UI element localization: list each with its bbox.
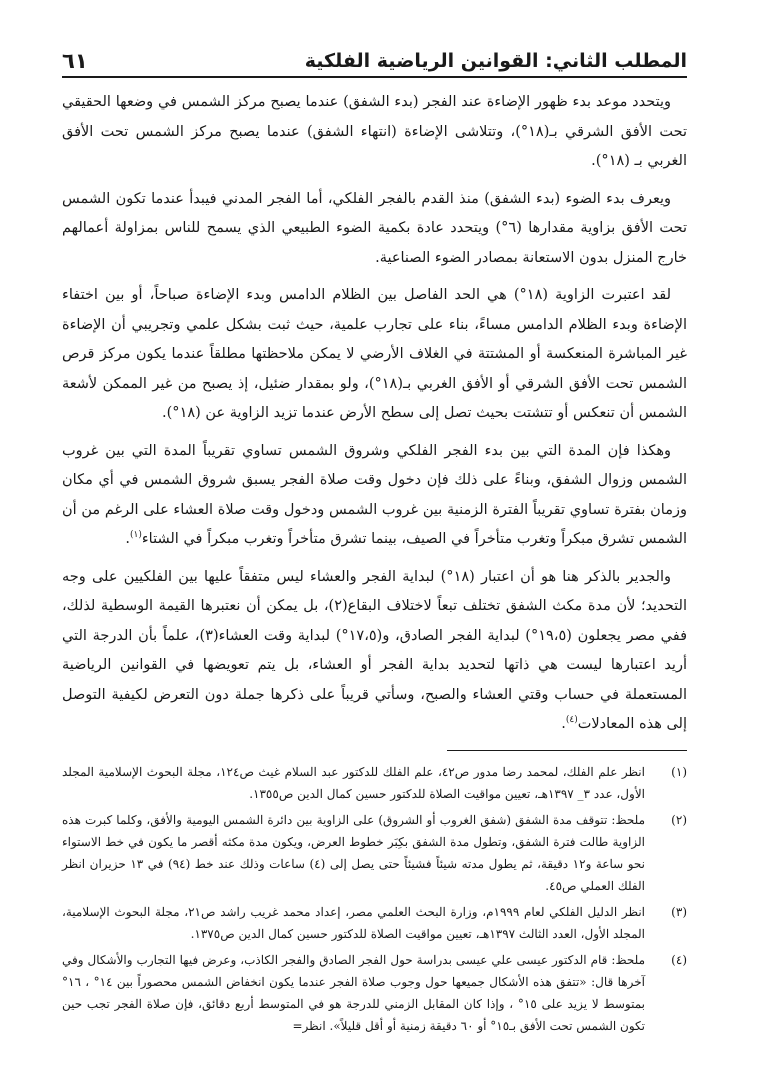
paragraph-text: وهكذا فإن المدة التي بين بدء الفجر الفلكي وشروق الشمس تساوي تقريباً المدة التي بين غروب الشمس وزوال الشفق، وبناءً على ذلك فإن دخول وقت صلاة الفجر يسبق شروق الشمس في أي مكان وزمان بفترة تساوي تقريباً الفترة الزمنية بين غروب الشمس ودخول وقت صلاة العشاء على الرغم من أن الشمس تشرق مبكراً وتغرب متأخراً في الصيف، بينما تشرق متأخراً وتغرب مبكراً في الشتاء <box>62 442 687 547</box>
paragraph-text: لقد اعتبرت الزاوية (١٨°) هي الحد الفاصل بين الظلام الدامس وبدء الإضاءة صباحاً، أو بين اختفاء الإضاءة وبدء الظلام الدامس مساءً، بناء على تجارب علمية، حيث ثبت بشكل علمي وتجريبي أن الإضاءة غير المباشرة المنعكسة أو المشتتة في الغلاف الأرضي لا يمكن ملاحظتها مطلقاً عندما يكون مركز قرص الشمس تحت الأفق الشرقي أو الأفق الغربي بـ(١٨°)، ولو بمقدار ضئيل، إذ يصبح من غير الممكن لأشعة الشمس أن تنعكس أو تتشتت بحيث تصل إلى سطح الأرض عندما تزيد الزاوية عن (١٨°). <box>62 287 687 421</box>
paragraph <box>62 88 687 177</box>
footnote-text: انظر علم الفلك، لمحمد رضا مدور ص٤٢، علم الفلك للدكتور عبد السلام غيث ص١٢٤، مجلة البحوث الإسلامية المجلد الأول، عدد ٣_ ١٣٩٧هـ، تعيين مواقيت الصلاة للدكتور حسين كمال الدين ص١٣٥٥. <box>62 764 645 801</box>
paragraph <box>62 281 687 429</box>
footnote <box>62 761 687 805</box>
book-page <box>62 40 687 1082</box>
paragraph: وهكذا فإن المدة التي بين بدء الفجر الفلكي وشروق الشمس تساوي تقريباً المدة التي بين غروب الشمس وزوال الشفق، وبناءً على ذلك فإن دخول وقت صلاة الفجر يسبق شروق الشمس في أي مكان وزمان بفترة تساوي تقريباً الفترة الزمنية بين غروب الشمس ودخول وقت صلاة العشاء على الرغم من أن الشمس تشرق مبكراً وتغرب متأخراً في الصيف، بينما تشرق متأخراً وتغرب مبكراً في الشتاء$^{(١)}$. <box>62 442 687 547</box>
running-title: المطلب الثاني: القوانين الرياضية الفلكية <box>304 50 687 72</box>
footnote-marker: (٤) <box>671 952 687 967</box>
footnote-marker: (٢) <box>671 812 687 827</box>
footnote-marker: (٣) <box>671 904 687 919</box>
paragraph-text: ويعرف بدء الضوء (بدء الشفق) منذ القدم بالفجر الفلكي، أما الفجر المدني فيبدأ عندما تكون الشمس تحت الأفق بزاوية مقدارها (٦°) ويتحدد عادة بكمية الضوء الطبيعي الذي يسمح للناس بمزاولة أعمالهم خارج المنزل بدون الاستعانة بمصادر الضوء الصناعية. <box>62 190 687 266</box>
paragraph <box>62 185 687 274</box>
paragraph-text: ويتحدد موعد بدء ظهور الإضاءة عند الفجر (بدء الشفق) عندما يصبح مركز الشمس في وضعها الحقيقي تحت الأفق الشرقي بـ(١٨°)، وتتلاشى الإضاءة (انتهاء الشفق) عندما يصبح مركز الشمس تحت الأفق الغربي بـ (١٨°). <box>62 94 687 169</box>
footnote-separator <box>447 750 687 751</box>
footnote-reference: (١) <box>129 530 142 541</box>
page-header <box>62 40 687 78</box>
paragraph: والجدير بالذكر هنا هو أن اعتبار (١٨°) لبداية الفجر والعشاء ليس متفقاً عليها بين الفلكيين على وجه التحديد؛ لأن مدة مكث الشفق تختلف تبعاً لاختلاف البقاع(٢)، بل يمكن أن نعتبرها القيمة الوسطية لذلك، ففي مصر يجعلون (١٩،٥°) لبداية الفجر الصادق، و(١٧،٥°) لبداية وقت العشاء(٣)، علماً بأن الدرجة التي أريد اعتبارها ليست هي ذاتها لتحديد بداية الفجر أو العشاء، بل يتم تعويضها في القوانين الرياضية المستعملة في حساب وقتي العشاء والصبح، وسأتي قريباً على ذكرها جملة دون التعرض لكيفية التوصل إلى هذه المعادلات$^{(٤)}$. <box>62 568 687 732</box>
footnote <box>62 809 687 897</box>
footnote-marker: (١) <box>671 764 687 779</box>
footnote <box>62 901 687 945</box>
footnote-reference: (٤) <box>565 715 578 726</box>
footnote-text: ملحظ: قام الدكتور عيسى علي عيسى بدراسة حول الفجر الصادق والفجر الكاذب، وعرض فيها التجارب والأشكال وفي آخرها قال: «تتفق هذه الأشكال جميعها حول وجوب صلاة الفجر عندما يكون انخفاض الشمس محصوراً بين ١٤° ، ١٦° بمتوسط لا يزيد على ١٥° ، وإذا كان المقابل الزمني للدرجة هو في المتوسط أربع دقائق، فإن صلاة الفجر تجب حين تكون الشمس تحت الأفق بـ١٥° أو ٦٠ دقيقة زمنية أو أقل قليلاً». انظر= <box>62 952 645 1033</box>
paragraph-text: والجدير بالذكر هنا هو أن اعتبار (١٨°) لبداية الفجر والعشاء ليس متفقاً عليها بين الفلكيين على وجه التحديد؛ لأن مدة مكث الشفق تختلف تبعاً لاختلاف البقاع(٢)، بل يمكن أن نعتبرها القيمة الوسطية لذلك، ففي مصر يجعلون (١٩،٥°) لبداية الفجر الصادق، و(١٧،٥°) لبداية وقت العشاء(٣)، علماً بأن الدرجة التي أريد اعتبارها ليست هي ذاتها لتحديد بداية الفجر أو العشاء، بل يتم تعويضها في القوانين الرياضية المستعملة في حساب وقتي العشاء والصبح، وسأتي قريباً على ذكرها جملة دون التعرض لكيفية التوصل إلى هذه المعادلات <box>62 568 687 732</box>
main-text <box>62 88 687 740</box>
footnote-text: ملحظ: تتوقف مدة الشفق (شفق الغروب أو الشروق) على الزاوية بين دائرة الشمس اليومية والأفق، وكلما كبرت هذه الزاوية طالت فترة الشفق، وتطول مدة الشفق بكِبَر خطوط العرض، ويكون مدة مكثه أقصر ما يكون في خط الاستواء نحو ساعة و١٢ دقيقة، ثم يطول مدته شيئاً فشيئاً حتى يصل إلى (٤) ساعات وذلك عند خط (٩٤) في ١٣ حزيران انظر الفلك العملي ص٤٥. <box>62 812 645 893</box>
footnote <box>62 949 687 1037</box>
page-number: ٦١ <box>62 49 88 73</box>
footnote-text: انظر الدليل الفلكي لعام ١٩٩٩م، وزارة البحث العلمي مصر، إعداد محمد غريب راشد ص٢١، مجلة البحوث الإسلامية، المجلد الأول، العدد الثالث ١٣٩٧هـ، تعيين مواقيت الصلاة للدكتور حسين كمال الدين ص١٣٧٥. <box>62 904 645 941</box>
footnotes <box>62 761 687 1037</box>
